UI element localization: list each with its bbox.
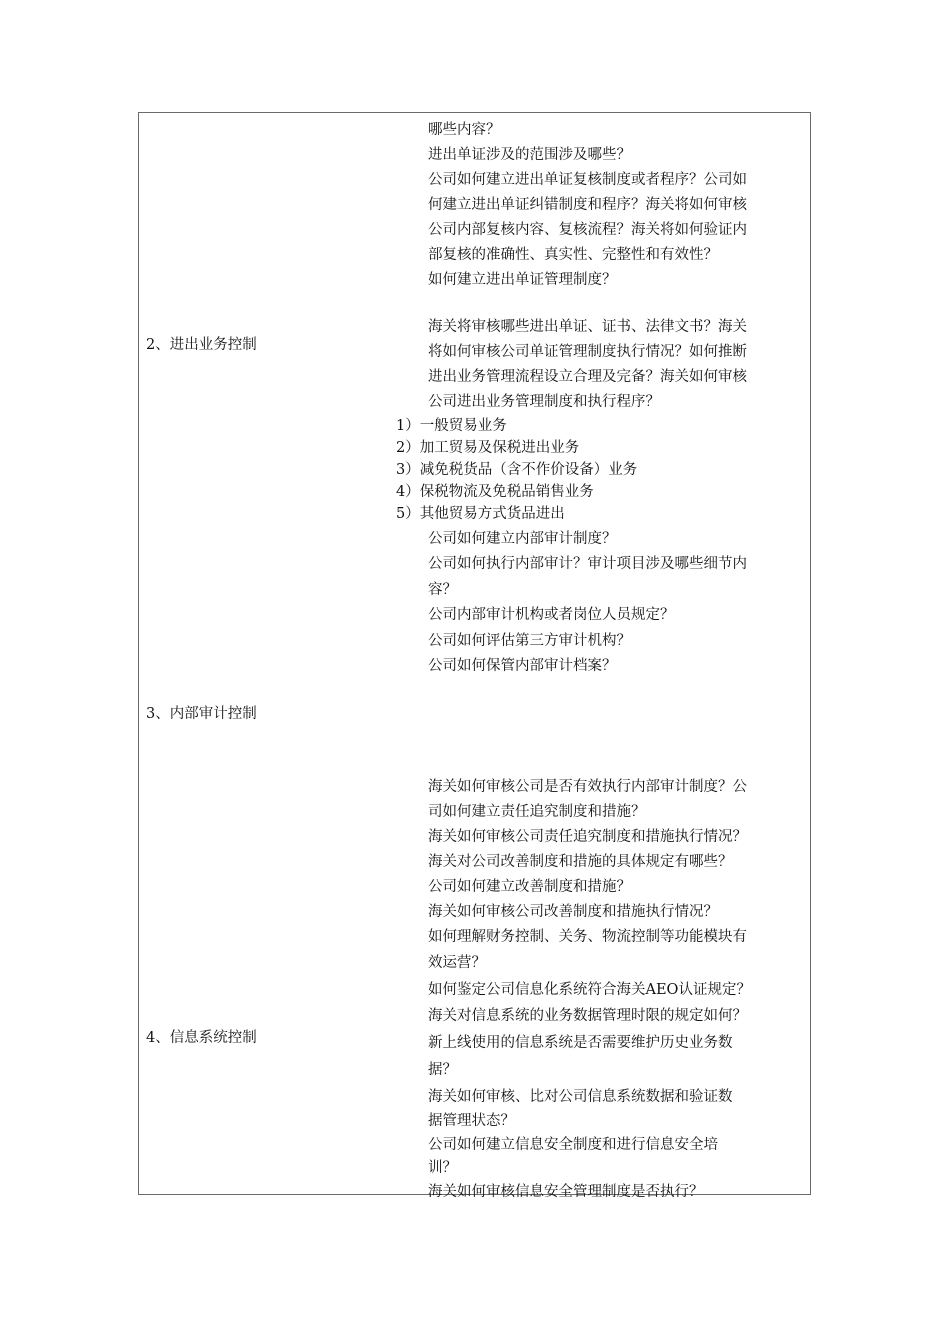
list-item: 2）加工贸易及保税进出业务 [396, 440, 580, 456]
text-line: 如何鉴定公司信息化系统符合海关AEO认证规定？ [428, 982, 751, 998]
text-line: 海关将审核哪些进出单证、证书、法律文书？海关 [428, 319, 747, 335]
text-line: 训？ [428, 1160, 457, 1176]
category-information-system-control: 4、信息系统控制 [146, 1030, 257, 1046]
category-import-export-control: 2、进出业务控制 [146, 337, 257, 353]
text-line: 公司如何建立内部审计制度？ [428, 531, 617, 547]
text-line: 效运营？ [428, 955, 486, 971]
text-line: 公司内部复核内容、复核流程？海关将如何验证内 [428, 222, 747, 238]
text-line: 公司如何建立改善制度和措施？ [428, 879, 631, 895]
list-item: 5）其他贸易方式货品进出 [396, 506, 565, 522]
category-internal-audit-control: 3、内部审计控制 [146, 706, 257, 722]
text-line: 公司如何建立进出单证复核制度或者程序？公司如 [428, 172, 747, 188]
text-line: 如何建立进出单证管理制度？ [428, 272, 617, 288]
text-line: 海关对公司改善制度和措施的具体规定有哪些？ [428, 854, 733, 870]
text-line: 何建立进出单证纠错制度和程序？海关将如何审核 [428, 197, 747, 213]
list-item: 4）保税物流及免税品销售业务 [396, 484, 594, 500]
text-line: 公司如何保管内部审计档案？ [428, 658, 617, 674]
text-line: 新上线使用的信息系统是否需要维护历史业务数 [428, 1035, 733, 1051]
text-line: 据？ [428, 1062, 457, 1078]
list-item: 3）减免税货品（含不作价设备）业务 [396, 462, 638, 478]
text-line: 容？ [428, 582, 457, 598]
text-line: 进出单证涉及的范围涉及哪些？ [428, 147, 631, 163]
text-line: 公司如何建立信息安全制度和进行信息安全培 [428, 1137, 718, 1153]
text-line: 司如何建立责任追究制度和措施？ [428, 804, 646, 820]
text-line: 据管理状态？ [428, 1113, 515, 1129]
text-line: 公司内部审计机构或者岗位人员规定？ [428, 607, 675, 623]
text-line: 海关如何审核信息安全管理制度是否执行？ [428, 1184, 704, 1200]
text-line: 哪些内容？ [428, 122, 501, 138]
text-line: 部复核的准确性、真实性、完整性和有效性？ [428, 247, 718, 263]
text-line: 海关如何审核公司责任追究制度和措施执行情况？ [428, 829, 747, 845]
text-line: 海关如何审核公司是否有效执行内部审计制度？公 [428, 779, 747, 795]
list-item: 1）一般贸易业务 [396, 418, 507, 434]
text-line: 公司进出业务管理制度和执行程序？ [428, 394, 660, 410]
text-line: 进出业务管理流程设立合理及完备？海关如何审核 [428, 369, 747, 385]
text-line: 海关如何审核公司改善制度和措施执行情况？ [428, 904, 718, 920]
text-line: 海关对信息系统的业务数据管理时限的规定如何？ [428, 1008, 747, 1024]
text-line: 海关如何审核、比对公司信息系统数据和验证数 [428, 1089, 733, 1105]
text-line: 公司如何评估第三方审计机构？ [428, 633, 631, 649]
text-line: 如何理解财务控制、关务、物流控制等功能模块有 [428, 929, 747, 945]
text-line: 公司如何执行内部审计？审计项目涉及哪些细节内 [428, 556, 747, 572]
text-line: 将如何审核公司单证管理制度执行情况？如何推断 [428, 344, 747, 360]
